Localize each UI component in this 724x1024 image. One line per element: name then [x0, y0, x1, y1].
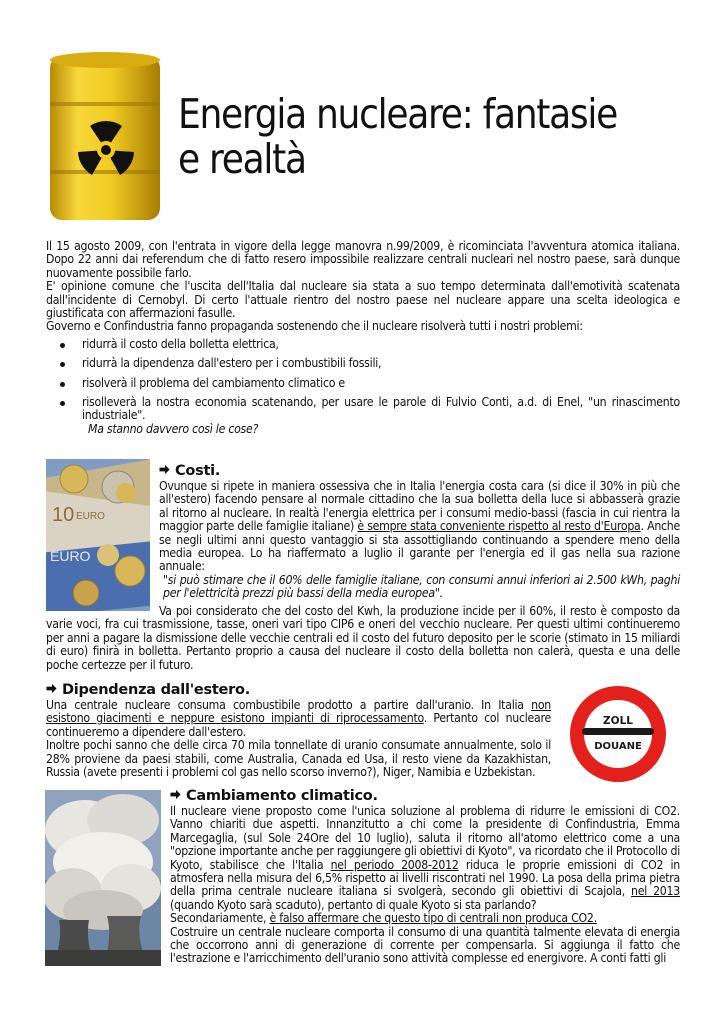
list-item: risolverà il problema del cambiamento climatico e — [46, 377, 680, 390]
costi-quote: "si può stimare che il 60% delle famiglie italiane, con consumi annui inferiori ai 2.500 kWh, paghi per l'elettricità prezzi più bassi della media europea". — [163, 572, 680, 601]
svg-text:EURO: EURO — [50, 548, 91, 564]
list-item: ridurrà il costo della bolletta elettrica, — [46, 338, 680, 351]
dipendenza-heading: Dipendenza dall'estero. — [46, 682, 551, 699]
svg-text:EURO: EURO — [76, 511, 105, 522]
clima-paragraph: Il nucleare viene proposto come l'unica soluzione al problema di ridurre le emissioni di CO2. Vanno chiariti due aspetti. Innanzitutto a chi come la presidente di Confindustria, Emma Marcegaglia, (sul Sole 24Ore del 10 luglio), saluta il ritorno all'atomo elettrico come a una "opzione importante anche per raggiungere gli obiettivi di Kyoto", va ricordato che il Protocollo di Kyoto, stabilisce che l'Italia nel periodo 2008-2012 riduca le proprie emissioni di CO2 in atmosfera nella misura del 6,5% rispetto ai livelli riscontrati nel 1990. La posa della prima pietra della prima centrale nucleare italiana si svolgerà, secondo gli obiettivi di Scajola, nel 2013 (quando Kyoto sarà scaduto), pertanto di quale Kyoto si sta parlando? — [170, 804, 681, 912]
page-title: Energia nucleare: fantasie e realtà — [178, 90, 617, 183]
sign-bottom-text: DOUANE — [594, 741, 642, 752]
costi-section-top — [159, 463, 680, 601]
arrow-right-icon — [159, 464, 171, 475]
intro-paragraph: Il 15 agosto 2009, con l'entrata in vigore della legge manovra n.99/2009, è ricominciata l'avventura atomica italiana. Dopo 22 anni dai referendum che di fatto resero impossibile realizzare centrali nucleari nel nostro paese, sarà dunque nuovamente possibile farlo. — [46, 239, 680, 280]
sign-top-text: ZOLL — [603, 715, 633, 727]
dipendenza-paragraph: Inoltre pochi sanno che delle circa 70 mila tonnellate di uranio consumate annualmente, solo il 28% proviene da paesi stabili, come Australia, Canada ed Usa, il resto viene da Kazakhistan, Russia (avete presenti i problemi col gas nello scorso inverno?), Niger, Namibia e Uzbekistan. — [46, 738, 551, 780]
costi-heading: Costi. — [159, 463, 680, 480]
list-item: risolleverà la nostra economia scatenando, per usare le parole di Fulvio Conti, a.d. di Enel, "un rinascimento industriale". — [46, 396, 680, 423]
costi-paragraph: Ovunque si ripete in maniera ossessiva che in Italia l'energia costa cara (si dice il 30% in più che all'estero) facendo pensare al normale cittadino che la sua bolletta della luce si abbasserà grazie al ritorno al nucleare. In realtà l'energia elettrica per i consumi medio-bassi (fascia in cui rientra la maggior parte delle famiglie italiane) è sempre stata conveniente rispetto al resto d'Europa. Anche se negli ultimi anni questo vantaggio si sta assottigliando continuando a spendere meno della media europea. Lo ha riaffermato a luglio il garante per l'energia ed il gas nella sua razione annuale: — [159, 479, 680, 574]
question-text: Ma stanno davvero così le cose? — [88, 421, 259, 436]
dipendenza-paragraph: Una centrale nucleare consuma combustibile prodotto a partire dall'uranio. In Italia non esistono giacimenti e neppure esistono impianti di riprocessamento. Pertanto col nucleare continueremo a dipendere dall'estero. — [46, 698, 551, 739]
euro-money-image — [46, 459, 150, 611]
clima-paragraph: Costruire un centrale nucleare comporta il consumo di una quantità talmente elevata di energia che occorrono anni di generazione di corrente per compensarla. Si aggiunga il fatto che l'estrazione e l'arricchimento dell'uranio sono attività complesse ed energivore. A conti fatti gli — [170, 924, 680, 966]
list-item: ridurrà la dipendenza dall'estero per i combustibili fossili, — [46, 357, 680, 370]
arrow-right-icon — [46, 683, 58, 694]
costi-paragraph: Va poi considerato che del costo del Kwh, la produzione incide per il 60%, il resto è composto da varie voci, fra cui trasmissione, tasse, oneri vari tipo CIP6 e oneri del vecchio nucleare. Per questi ultimi continueremo per anni a pagare la dismissione delle vecchie centrali ed il costo del futuro deposito per le scorie (stimato in 15 miliardi di euro) finirà in bolletta. Pertanto proprio a causa del nucleare il costo della bolletta non calerà, questa e una delle poche certezze per il futuro. — [46, 604, 680, 672]
intro-section — [46, 240, 680, 436]
cooling-towers-image — [45, 790, 161, 966]
svg-text:10: 10 — [52, 504, 75, 526]
costi-section-bottom — [46, 605, 680, 672]
clima-section — [170, 788, 680, 966]
radiation-barrel-icon — [46, 50, 164, 226]
dipendenza-section — [46, 682, 551, 779]
intro-paragraph: Governo e Confindustria fanno propaganda sostenendo che il nucleare risolverà tutti i nostri problemi: — [46, 319, 583, 334]
customs-sign-icon — [556, 682, 680, 786]
clima-heading: Cambiamento climatico. — [170, 788, 680, 805]
claims-list — [46, 338, 680, 423]
clima-paragraph: Secondariamente, è falso affermare che questo tipo di centrali non produca CO2. — [170, 911, 597, 926]
arrow-right-icon — [170, 789, 182, 800]
intro-paragraph: E' opinione comune che l'uscita dell'Italia dal nucleare sia stata a suo tempo determinata dall'emotività scatenata dall'incidente di Cernobyl. Di certo l'attuale rientro del nostro paese nel nucleare appare una scelta ideologica e giustificata con affermazioni fasulle. — [46, 279, 680, 321]
